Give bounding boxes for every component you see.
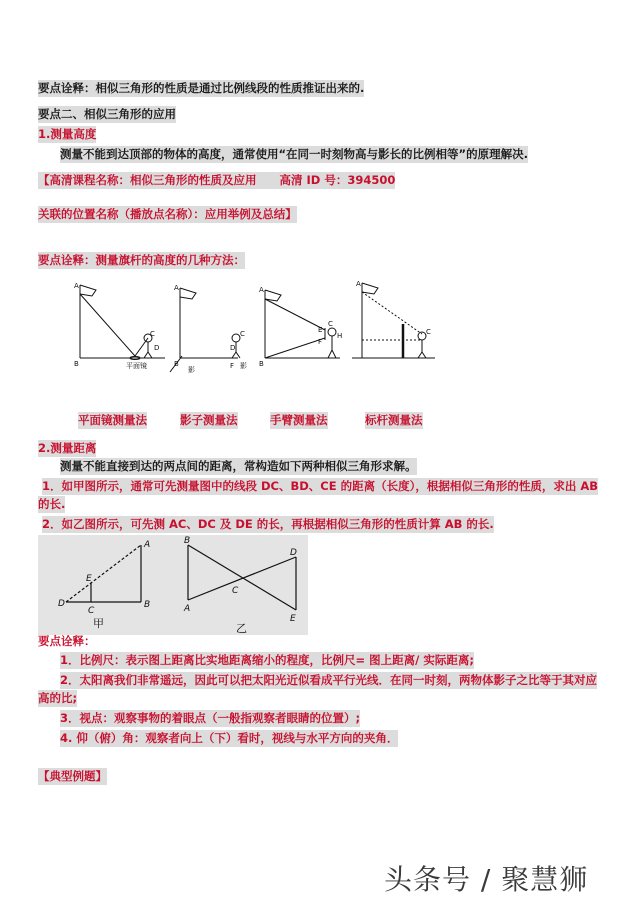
item-figure-jia: 1．如甲图所示，通常可先测量图中的线段 DC、BD、CE 的距离（长度），根据相似三角形的性质，求出 AB <box>42 479 599 493</box>
note-item-scale: 1．比例尺：表示图上距离比实地距离缩小的程度，比例尺= 图上距离/ 实际距离; <box>60 653 474 667</box>
note-heading-2: 要点诠释： <box>38 634 96 648</box>
note-item-viewpoint: 3．视点：观察事物的着眼点（一般指观察者眼睛的位置）; <box>60 711 361 725</box>
fig1-label-d2: D <box>230 344 236 352</box>
fig1-label-f3: F <box>318 338 323 346</box>
subheading-measure-height: 1.测量高度 <box>38 127 97 141</box>
fig2-jia-label-a: A <box>144 540 151 550</box>
method-shadow: 影子测量法 <box>180 413 238 427</box>
fig2-yi-label-c: C <box>232 586 239 596</box>
fig2-jia-label-d: D <box>58 599 65 609</box>
para-measure-distance: 测量不能直接到达的两点间的距离，常构造如下两种相似三角形求解。 <box>60 459 417 473</box>
item-figure-jia-cont: 的长. <box>38 497 66 511</box>
course-position-line: 关联的位置名称（播放点名称）：应用举例及总结】 <box>38 207 297 221</box>
fig1-shadow-label-2: 影 <box>240 362 247 370</box>
fig2-jia-label-b: B <box>144 600 151 610</box>
fig1-label-a2: A <box>174 284 179 292</box>
item-figure-yi: 2．如乙图所示，可先测 AC、DC 及 DE 的长，再根据相似三角形的性质计算 AB 的长. <box>42 517 494 531</box>
note-item-angle: 4. 仰（俯）角：观察者向上（下）看时，视线与水平方向的夹角． <box>60 731 399 745</box>
method-mirror: 平面镜测量法 <box>78 413 147 427</box>
fig2-yi-label-e: E <box>290 614 296 624</box>
distance-figures <box>38 535 308 635</box>
fig2-jia-label-e: E <box>86 574 92 584</box>
fig1-shadow-label-1: 影 <box>188 366 195 374</box>
fig2-yi-label-a: A <box>184 604 191 614</box>
subheading-measure-distance: 2.测量距离 <box>38 441 97 455</box>
fig1-label-b1: B <box>74 360 79 368</box>
fig1-label-b3: B <box>259 360 264 368</box>
fig2-yi-label-b: B <box>184 536 191 546</box>
fig1-label-h3: H <box>337 332 343 340</box>
fig1-label-c3: C <box>328 320 333 328</box>
typical-examples-heading: 【典型例题】 <box>38 769 107 783</box>
fig1-label-b2: B <box>174 360 179 368</box>
fig1-label-e3: E <box>318 326 323 334</box>
fig1-label-f2: F <box>230 362 235 370</box>
note-item-sunlight-cont: 高的比; <box>38 691 78 705</box>
fig1-label-a1: A <box>74 282 79 290</box>
section-heading-applications: 要点二、相似三角形的应用 <box>38 107 176 121</box>
course-info-line: 【高清课程名称：相似三角形的性质及应用 高清 ID 号：394500 <box>38 173 396 187</box>
method-pole: 标杆测量法 <box>365 413 423 427</box>
fig1-label-c1: C <box>150 330 155 338</box>
fig1-label-d1: D <box>154 344 160 352</box>
note-item-sunlight: 2．太阳离我们非常遥远，因此可以把太阳光近似看成平行光线．在同一时刻，两物体影子之比等于其对应 <box>60 673 597 687</box>
method-arm: 手臂测量法 <box>270 413 328 427</box>
flagpole-methods-figure <box>70 280 450 375</box>
fig1-mirror-label: 平面镜 <box>126 362 147 370</box>
fig2-yi-label-d: D <box>290 548 297 558</box>
para-measure-height: 测量不能到达顶部的物体的高度，通常使用“在同一时刻物高与影长的比例相等”的原理解决. <box>60 147 528 161</box>
fig1-label-a3: A <box>259 286 264 294</box>
fig1-label-c2: C <box>240 330 245 338</box>
fig1-label-c4: C <box>426 328 431 336</box>
fig1-label-a4: A <box>356 280 361 288</box>
note-similar-properties: 要点诠释：相似三角形的性质是通过比例线段的性质推证出来的. <box>38 81 365 95</box>
fig2-yi-caption: 乙 <box>236 622 247 635</box>
fig2-jia-label-c: C <box>88 606 95 616</box>
note-flagpole-methods: 要点诠释：测量旗杆的高度的几种方法： <box>38 253 245 267</box>
watermark: 头条号 / 聚慧狮 <box>384 863 589 896</box>
fig2-jia-caption: 甲 <box>93 617 104 630</box>
